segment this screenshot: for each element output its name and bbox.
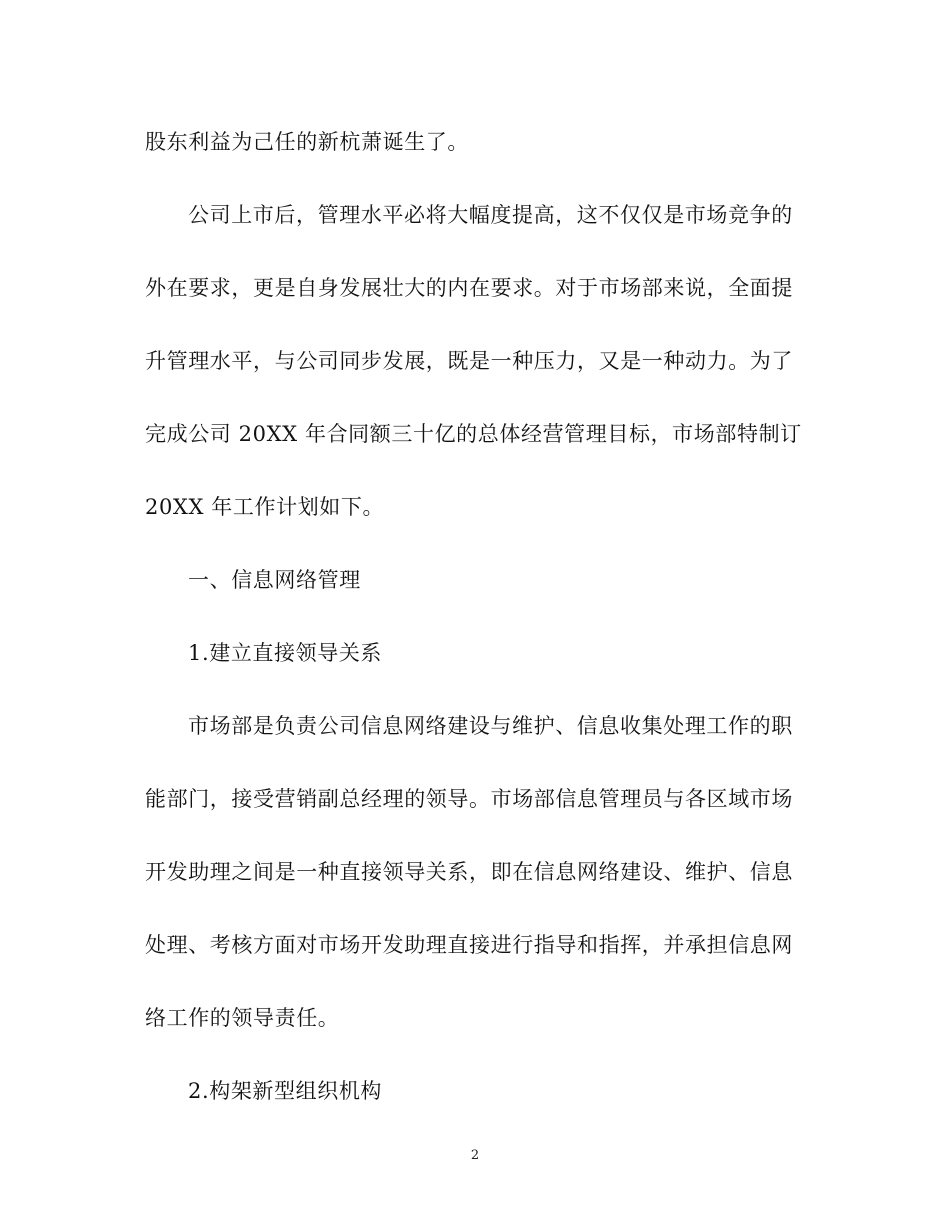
text-line: 股东利益为己任的新杭萧诞生了。 xyxy=(145,130,469,154)
document-body xyxy=(145,118,805,1140)
text-line: 处理、考核方面对市场开发助理直接进行指导和指挥，并承担信息网 xyxy=(145,933,793,957)
text-line: 外在要求，更是自身发展壮大的内在要求。对于市场部来说，全面提 xyxy=(145,276,793,300)
text-line: 开发助理之间是一种直接领导关系，即在信息网络建设、维护、信息 xyxy=(145,860,793,884)
subsection-heading: 1.建立直接领导关系 xyxy=(188,641,383,665)
text-line: 完成公司 20XX 年合同额三十亿的总体经营管理目标，市场部特制订 xyxy=(145,422,802,446)
page-number: 2 xyxy=(470,1148,480,1163)
text-line: 络工作的领导责任。 xyxy=(145,1006,340,1030)
text-line: 公司上市后，管理水平必将大幅度提高，这不仅仅是市场竞争的 xyxy=(188,203,793,227)
section-heading: 一、信息网络管理 xyxy=(188,568,361,592)
text-line: 20XX 年工作计划如下。 xyxy=(145,495,385,519)
text-line: 市场部是负责公司信息网络建设与维护、信息收集处理工作的职 xyxy=(188,714,793,738)
subsection-heading: 2.构架新型组织机构 xyxy=(188,1079,383,1103)
text-line: 能部门，接受营销副总经理的领导。市场部信息管理员与各区域市场 xyxy=(145,787,793,811)
text-line: 升管理水平，与公司同步发展，既是一种压力，又是一种动力。为了 xyxy=(145,349,793,373)
